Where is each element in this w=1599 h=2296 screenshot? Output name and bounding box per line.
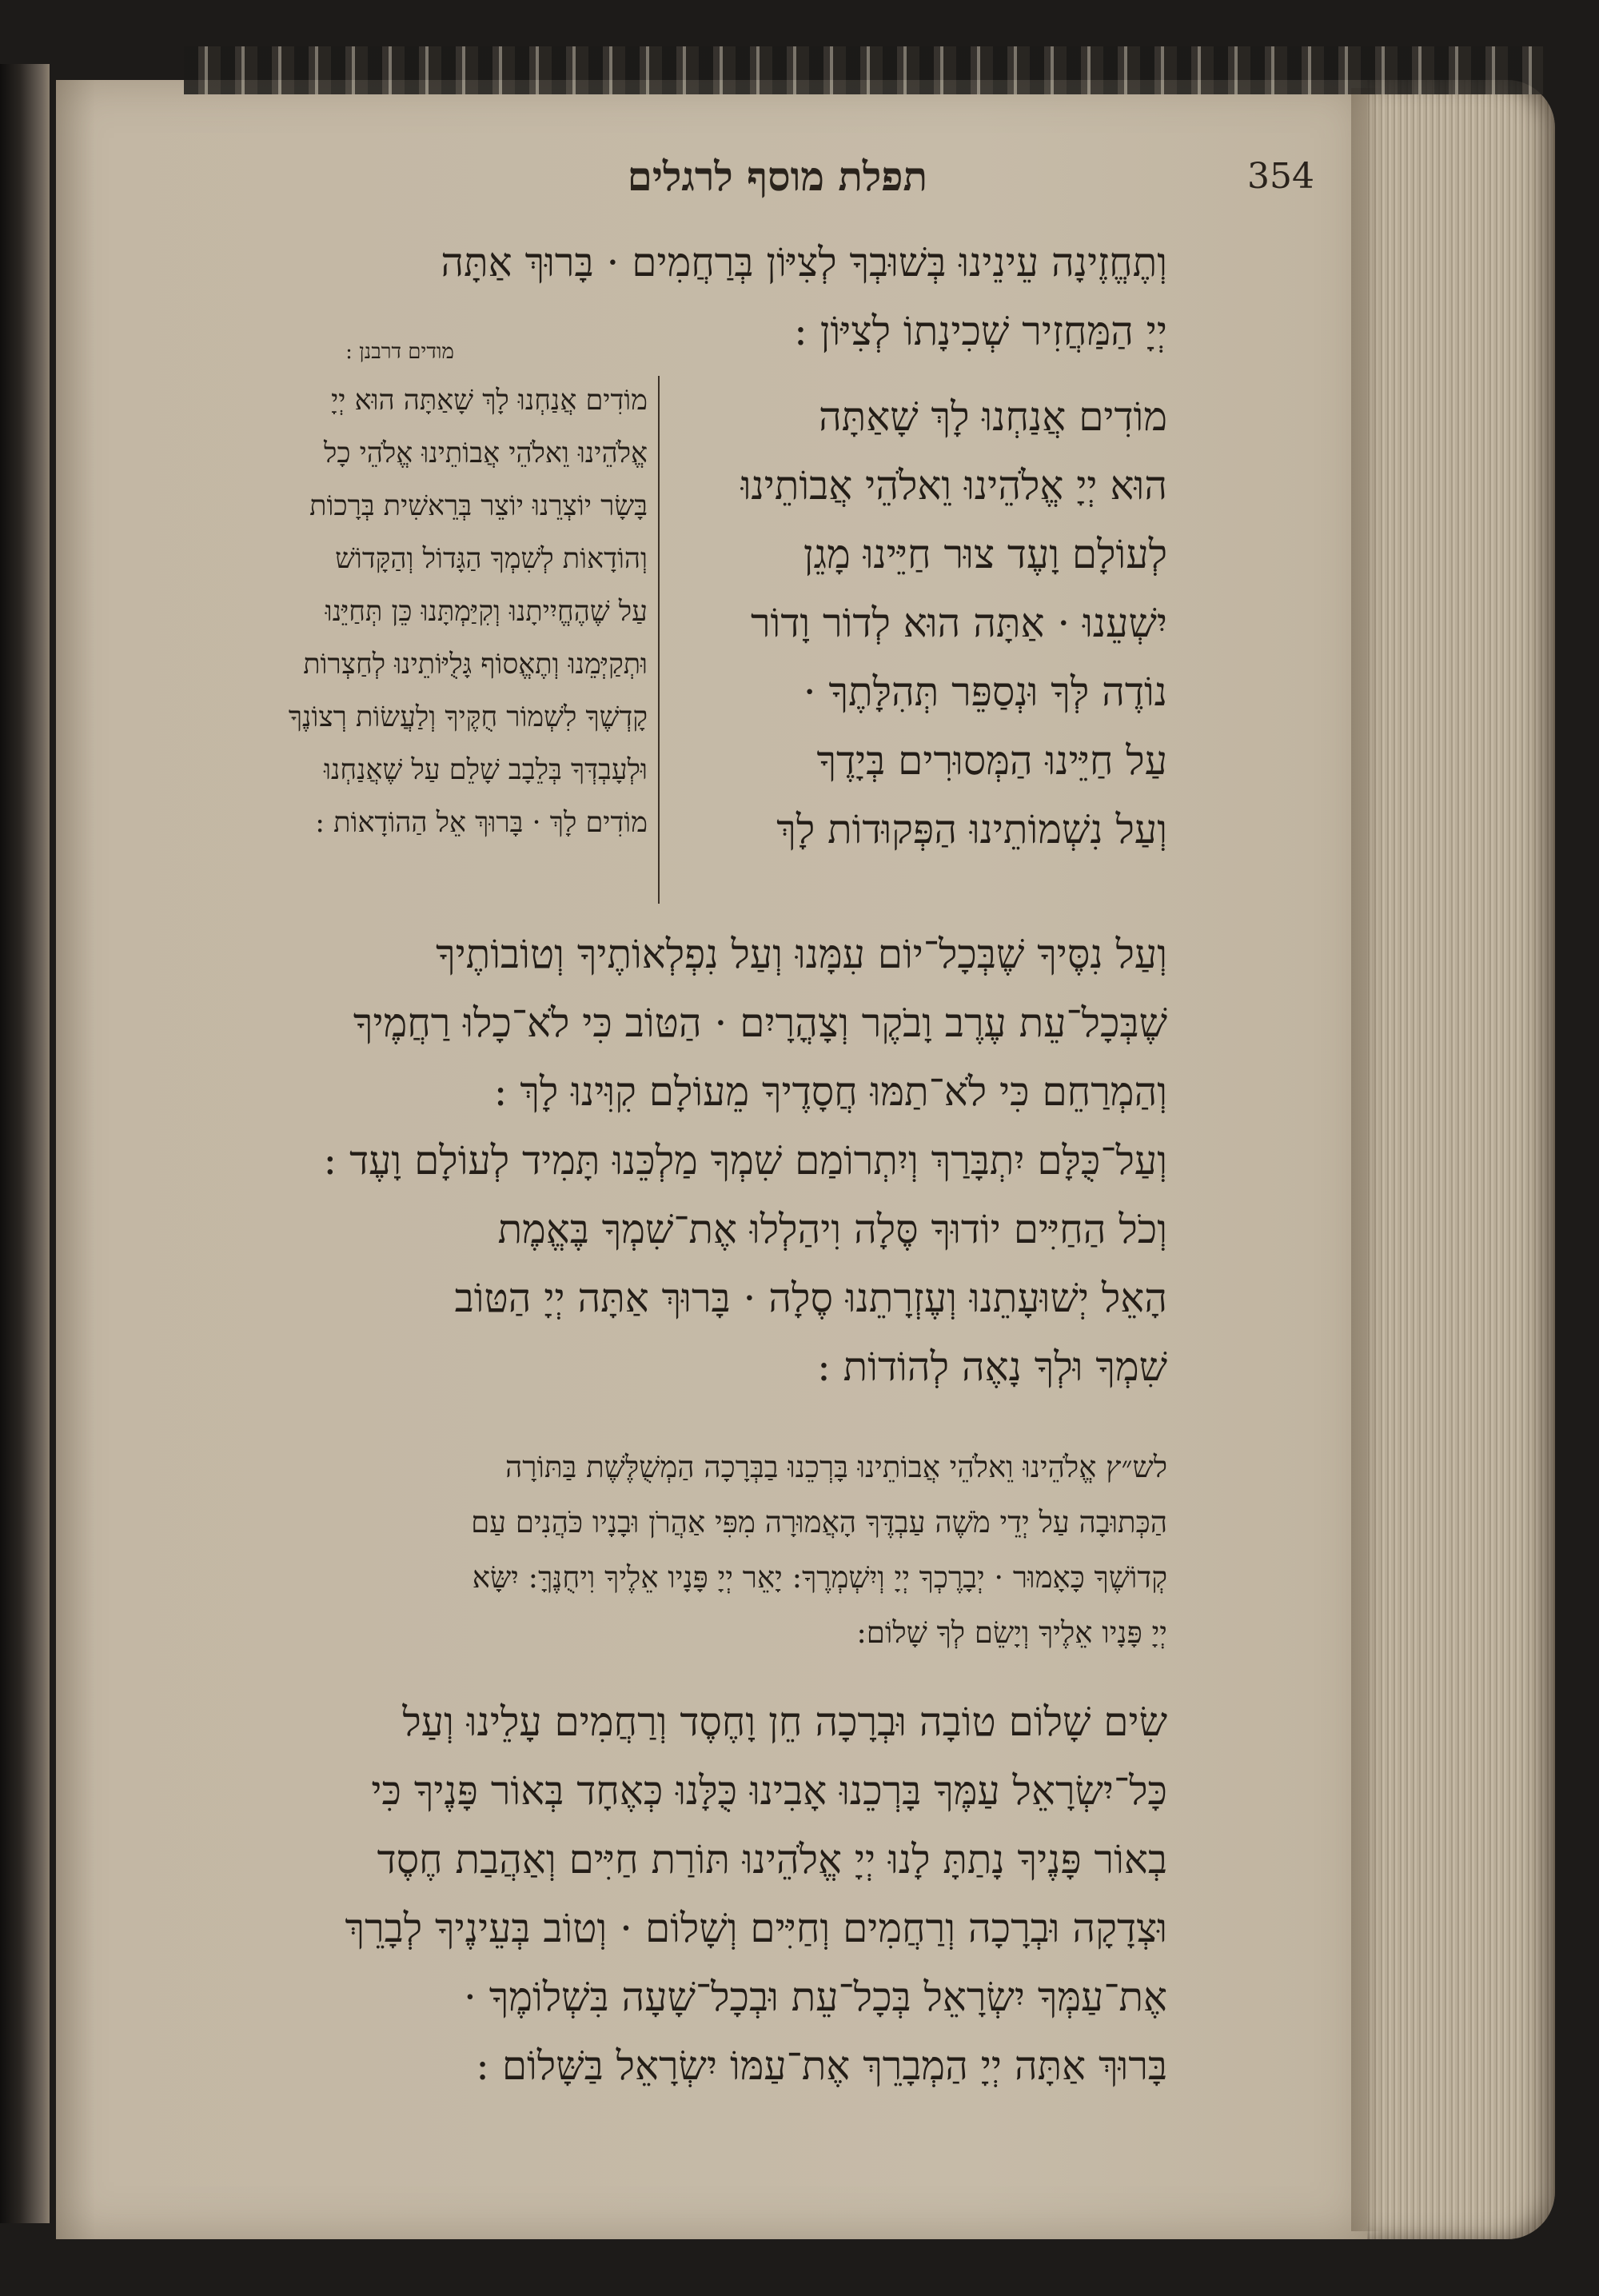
book-spine-left	[0, 64, 50, 2223]
text-line: אֶת־עַמְּךָ יִשְׂרָאֵל בְּכָל־עֵת וּבְכָל־שָׁעָה בִּשְׁלוֹמֶךָ ·	[463, 1974, 1167, 2020]
text-line: עַל שֶׁהֶחֱיִיתָנוּ וְקִיַּמְתָּנוּ כֵּן תְּחַיֵּנוּ	[325, 596, 648, 628]
book-top-edge	[184, 46, 1543, 94]
running-head	[152, 153, 1314, 220]
text-line: הוּא יְיָ אֱלֹהֵינוּ וֵאלֹהֵי אֲבוֹתֵינוּ	[740, 462, 1167, 509]
column-divider	[658, 376, 660, 904]
text-line: הָאֵל יְשׁוּעָתֵנוּ וְעֶזְרָתֵנוּ סֶלָה · בָּרוּךְ אַתָּה יְיָ הַטּוֹב	[454, 1275, 1167, 1321]
text-line: מוֹדִים לָךְ · בָּרוּךְ אֵל הַהוֹדָאוֹת :	[315, 807, 648, 839]
text-line: מוֹדִים אֲנַחְנוּ לָךְ שָׁאַתָּה הוּא יְיָ	[331, 385, 648, 417]
text-line: בְאוֹר פָּנֶיךָ נָתַתָּ לָנוּ יְיָ אֱלֹהֵינוּ תּוֹרַת חַיִּים וְאַהֲבַת חֶסֶד	[377, 1836, 1167, 1883]
column-body	[152, 374, 648, 849]
modim-main-column	[676, 382, 1167, 864]
text-line: עַל חַיֵּינוּ הַמְּסוּרִים בְּיָדֶךָ	[816, 737, 1167, 784]
text-line: נוֹדֶה לְּךָ וּנְסַפֵּר תְּהִלָּתֶךָ ·	[803, 669, 1167, 715]
text-line: הַכְּתוּבָה עַל יְדֵי מֹשֶׁה עַבְדֶּךָ הָאֲמוּרָה מִפִּי אַהֲרֹן וּבָנָיו כֹּהֲנִים עַם	[471, 1505, 1167, 1539]
text-line: וּצְדָקָה וּבְרָכָה וְרַחֲמִים וְחַיִּים וְשָׁלוֹם · וְטוֹב בְּעֵינֶיךָ לְבָרֵךְ	[345, 1905, 1167, 1951]
text-line: יְיָ הַמַּחֲזִיר שְׁכִינָתוֹ לְצִיּוֹן :	[794, 308, 1167, 354]
page-gutter-shade	[1351, 88, 1383, 2231]
text-line: יְיָ פָּנָיו אֵלֶיךָ וְיָשֵׂם לְךָ שָׁלוֹם:	[856, 1615, 1167, 1650]
text-line: וְעַל נִסֶּיךָ שֶׁבְּכָל־יוֹם עִמָּנוּ וְעַל נִפְלְאוֹתֶיךָ וְטוֹבוֹתֶיךָ	[436, 931, 1167, 977]
text-line: לש״ץ אֱלֹהֵינוּ וֵאלֹהֵי אֲבוֹתֵינוּ בָּרְכֵנוּ בַבְּרָכָה הַמְשֻׁלֶּשֶׁת בַּתּוֹרָה	[505, 1450, 1167, 1484]
text-line: בָּרוּךְ אַתָּה יְיָ הַמְבָרֵךְ אֶת־עַמּוֹ יִשְׂרָאֵל בַּשָּׁלוֹם :	[476, 2042, 1167, 2089]
page-number: 354	[1247, 156, 1314, 197]
priestly-blessing-block	[156, 1439, 1167, 1660]
text-line: שִׂים שָׁלוֹם טוֹבָה וּבְרָכָה חֵן וָחֶסֶד וְרַחֲמִים עָלֵינוּ וְעַל	[402, 1699, 1167, 1745]
sim-shalom-block	[156, 1687, 1167, 2100]
text-line: לְעוֹלָם וָעֶד צוּר חַיֵּינוּ מָגֵן	[803, 531, 1167, 577]
text-line: קָדְשֶׁךָ לִשְׁמוֹר חֻקֶּיךָ וְלַעֲשׂוֹת רְצוֹנֶךָ	[288, 701, 648, 733]
text-line: וּלְעָבְדְּךָ בְּלֵבָב שָׁלֵם עַל שֶׁאֲנַחְנוּ	[324, 754, 648, 786]
text-line: וּתְקַיְּמֵנוּ וְתֶאֱסוֹף גָּלֻיּוֹתֵינוּ לְחַצְרוֹת	[303, 649, 648, 681]
text-line: שֶׁבְּכָל־עֵת עֶרֶב וָבֹקֶר וְצָהֳרָיִם · הַטּוֹב כִּי לֹא־כָלוּ רַחֲמֶיךָ	[353, 1000, 1167, 1046]
text-line: יִשְׁעֵנוּ · אַתָּה הוּא לְדוֹר וָדוֹר	[750, 600, 1167, 646]
text-line: מוֹדִים אֲנַחְנוּ לָךְ שָׁאַתָּה	[819, 393, 1167, 440]
text-line: וְכֹל הַחַיִּים יוֹדוּךָ סֶּלָה וִיהַלְלוּ אֶת־שִׁמְךָ בֶּאֱמֶת	[497, 1206, 1167, 1252]
section-title: תפלת מוסף לרגלים	[627, 153, 927, 200]
text-line: שִׁמְךָ וּלְךָ נָאֶה לְהוֹדוֹת :	[816, 1344, 1167, 1390]
page-block-edges	[1359, 80, 1555, 2239]
text-line: וְעַל־כֻּלָּם יִתְבָּרַךְ וְיִתְרוֹמַם שִׁמְךָ מַלְכֵּנוּ תָּמִיד לְעוֹלָם וָעֶד :	[323, 1137, 1167, 1184]
text-line: בָּשָׂר יוֹצְרֵנוּ יוֹצֵר בְּרֵאשִׁית בְּרָכוֹת	[309, 490, 648, 522]
column-heading: מודים דרבנן :	[345, 340, 454, 364]
text-line: וְהוֹדָאוֹת לְשִׁמְךָ הַגָּדוֹל וְהַקָּדוֹשׁ	[335, 543, 648, 575]
continuation-block	[156, 920, 1167, 1401]
text-line: וְהַמְרַחֵם כִּי לֹא־תַמּוּ חֲסָדֶיךָ מֵעוֹלָם קִוִּינוּ לָךְ :	[493, 1068, 1167, 1115]
text-line: וְתֶחֱזֶינָה עֵינֵינוּ בְּשׁוּבְךָ לְצִיּוֹן בְּרַחֲמִים · בָּרוּךְ אַתָּה	[441, 239, 1167, 286]
modim-derabanan-column	[152, 336, 648, 849]
text-line: אֱלֹהֵינוּ וֵאלֹהֵי אֲבוֹתֵינוּ אֱלֹהֵי כָל	[323, 437, 648, 469]
text-line: כָּל־יִשְׂרָאֵל עַמֶּךָ בָּרְכֵנוּ אָבִינוּ כֻּלָּנוּ כְּאֶחָד בְּאוֹר פָּנֶיךָ כִּי	[371, 1767, 1167, 1814]
text-line: וְעַל נִשְׁמוֹתֵינוּ הַפְּקוּדוֹת לָךְ	[776, 806, 1167, 853]
text-line: קְדוֹשֶׁךָ כָּאָמוּר · יְבָרֶכְךָ יְיָ וְיִשְׁמְרֶךָ: יָאֵר יְיָ פָּנָיו אֵלֶיךָ וִיחֻנֶּךָּ: יִשָּׂא	[472, 1560, 1167, 1595]
